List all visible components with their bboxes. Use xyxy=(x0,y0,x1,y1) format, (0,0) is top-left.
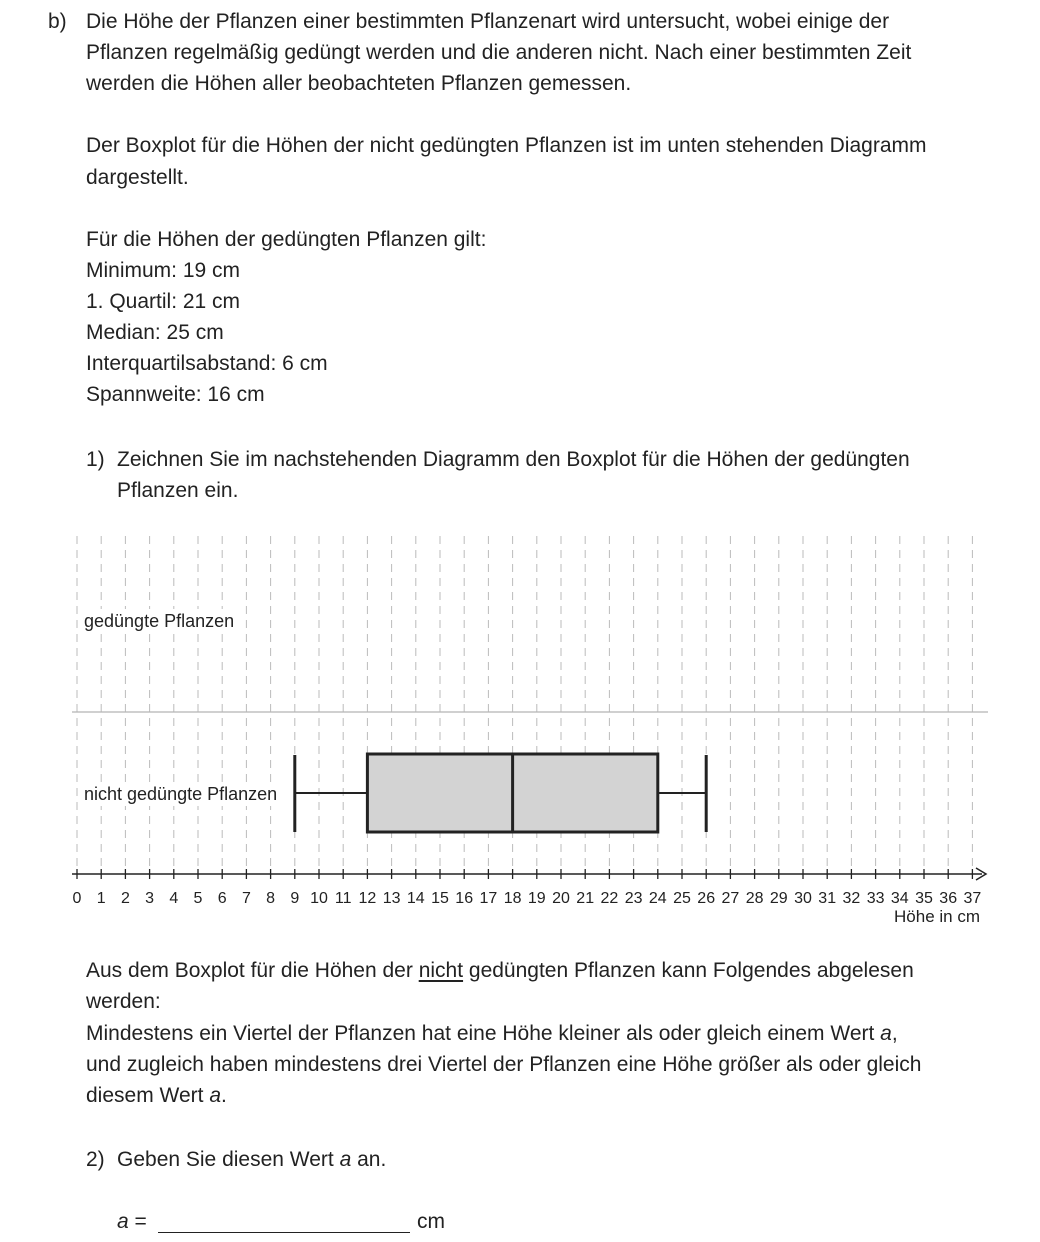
row-label: nicht gedüngte Pflanzen xyxy=(84,784,278,804)
variable-a: a xyxy=(880,1022,892,1045)
x-tick-label: 9 xyxy=(290,890,300,907)
reading-line-1 xyxy=(86,960,914,981)
intro-line-3: werden die Höhen aller beobachteten Pflanzen gemessen. xyxy=(86,72,632,95)
answer-blank-line[interactable] xyxy=(158,1232,410,1233)
reading-line-5-start: diesem Wert xyxy=(86,1084,210,1107)
reading-line-1-end: gedüngten Pflanzen kann Folgendes abgelesen xyxy=(463,959,914,982)
x-tick-label: 36 xyxy=(939,890,958,907)
x-tick-label: 0 xyxy=(72,890,82,907)
reading-line-1-start: Aus dem Boxplot für die Höhen der xyxy=(86,959,419,982)
x-tick-label: 5 xyxy=(193,890,203,907)
row-label: gedüngte Pflanzen xyxy=(84,611,235,631)
x-tick-label: 31 xyxy=(818,890,837,907)
boxplot-intro-line-2: dargestellt. xyxy=(86,166,189,189)
reading-line-3-start: Mindestens ein Viertel der Pflanzen hat eine Höhe kleiner als oder gleich einem Wert xyxy=(86,1022,881,1045)
x-tick-label: 17 xyxy=(479,890,498,907)
item1-number: 1) xyxy=(86,448,105,471)
variable-a: a xyxy=(339,1148,352,1171)
x-tick-label: 12 xyxy=(358,890,377,907)
x-tick-label: 29 xyxy=(769,890,788,907)
stat-q1: 1. Quartil: 21 cm xyxy=(86,290,241,313)
x-tick-label: 33 xyxy=(866,890,885,907)
x-tick-label: 11 xyxy=(334,890,352,907)
answer-equals: = xyxy=(128,1210,147,1233)
x-tick-label: 22 xyxy=(600,890,619,907)
x-tick-label: 30 xyxy=(794,890,812,907)
x-tick-label: 27 xyxy=(721,890,740,907)
item1-line-1: Zeichnen Sie im nachstehenden Diagramm den Boxplot für die Höhen der gedüngten xyxy=(117,448,910,471)
x-tick-label: 14 xyxy=(406,890,425,907)
x-tick-label: 25 xyxy=(673,890,691,907)
reading-line-5-end: . xyxy=(221,1084,227,1107)
boxplot-intro-line-1: Der Boxplot für die Höhen der nicht gedüngten Pflanzen ist im unten stehenden Diagramm xyxy=(86,134,927,157)
stat-iqr: Interquartilsabstand: 6 cm xyxy=(86,352,328,375)
x-tick-label: 37 xyxy=(963,890,982,907)
x-axis-title: Höhe in cm xyxy=(894,907,980,926)
x-tick-label: 26 xyxy=(697,890,716,907)
x-tick-label: 18 xyxy=(503,890,522,907)
variable-a: a xyxy=(209,1084,222,1107)
x-tick-label: 16 xyxy=(455,890,474,907)
x-tick-label: 3 xyxy=(145,890,155,907)
x-tick-label: 6 xyxy=(217,890,227,907)
x-tick-label: 34 xyxy=(890,890,909,907)
boxplot-chart xyxy=(0,530,1040,930)
x-tick-label: 20 xyxy=(552,890,570,907)
reading-line-3 xyxy=(86,1023,898,1044)
x-tick-label: 4 xyxy=(169,890,179,907)
x-tick-label: 21 xyxy=(576,890,595,907)
item2-text xyxy=(117,1149,386,1170)
x-tick-label: 13 xyxy=(382,890,401,907)
x-tick-label: 23 xyxy=(624,890,643,907)
x-tick-label: 1 xyxy=(96,890,106,907)
x-tick-label: 19 xyxy=(527,890,546,907)
answer-unit: cm xyxy=(417,1210,445,1233)
stat-minimum: Minimum: 19 cm xyxy=(86,259,241,282)
reading-line-4: und zugleich haben mindestens drei Viertel der Pflanzen eine Höhe größer als oder gleich xyxy=(86,1053,922,1076)
item1-line-2: Pflanzen ein. xyxy=(117,479,239,502)
answer-variable: a xyxy=(117,1210,129,1233)
reading-line-2: werden: xyxy=(86,990,161,1013)
stat-range: Spannweite: 16 cm xyxy=(86,383,265,406)
x-tick-label: 8 xyxy=(266,890,276,907)
x-tick-label: 24 xyxy=(648,890,667,907)
answer-label xyxy=(117,1211,147,1232)
intro-line-2: Pflanzen regelmäßig gedüngt werden und die anderen nicht. Nach einer bestimmten Zeit xyxy=(86,41,912,64)
reading-line-3-end: , xyxy=(891,1022,898,1045)
stat-median: Median: 25 cm xyxy=(86,321,224,344)
x-tick-label: 15 xyxy=(431,890,449,907)
x-tick-label: 2 xyxy=(120,890,130,907)
item2-text-end: an. xyxy=(351,1148,387,1171)
x-tick-label: 35 xyxy=(915,890,933,907)
x-tick-label: 28 xyxy=(745,890,764,907)
fertilized-heading: Für die Höhen der gedüngten Pflanzen gilt: xyxy=(86,228,487,251)
x-tick-label: 7 xyxy=(241,890,251,907)
intro-line-1: Die Höhe der Pflanzen einer bestimmten Pflanzenart wird untersucht, wobei einige der xyxy=(86,10,890,33)
x-tick-label: 32 xyxy=(842,890,861,907)
underlined-word: nicht xyxy=(418,959,464,982)
item2-number: 2) xyxy=(86,1148,105,1171)
part-label: b) xyxy=(48,10,67,33)
reading-line-5 xyxy=(86,1085,227,1106)
item2-text-start: Geben Sie diesen Wert xyxy=(117,1148,340,1171)
x-tick-label: 10 xyxy=(310,890,328,907)
